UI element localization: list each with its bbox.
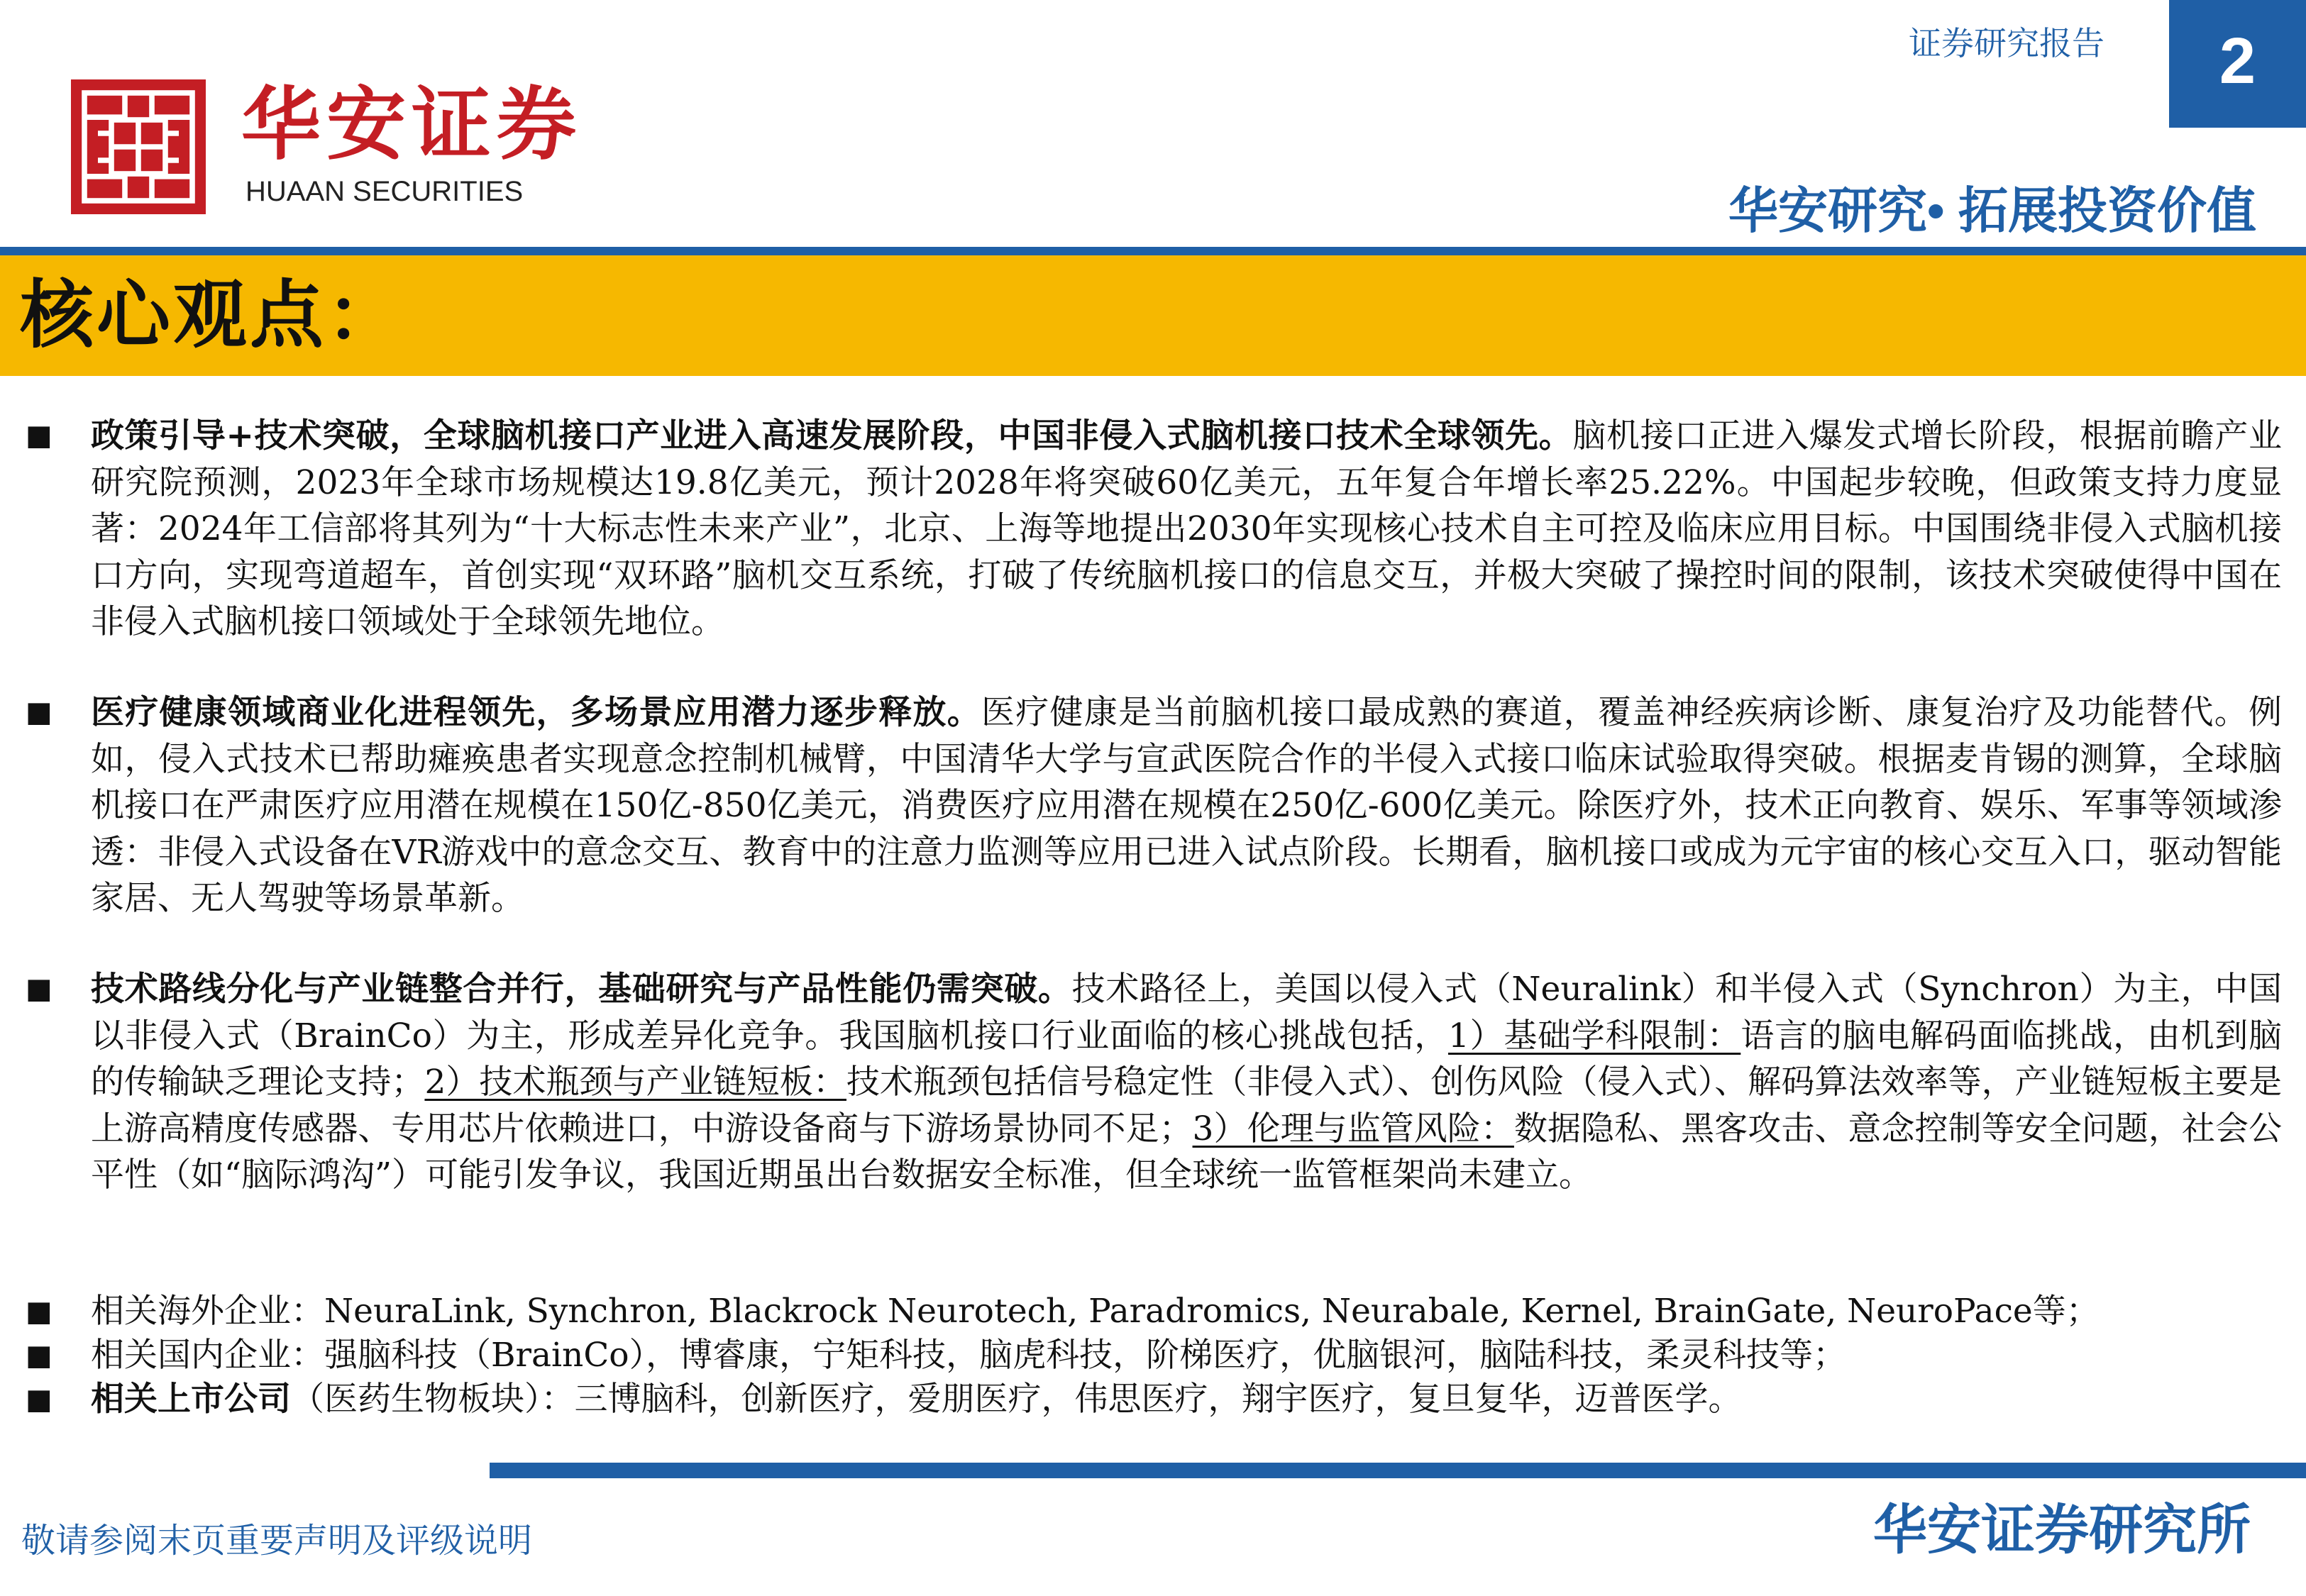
company-label: 相关上市公司 bbox=[91, 1380, 291, 1419]
report-type-label: 证券研究报告 bbox=[1909, 24, 2104, 62]
key-point-2 bbox=[26, 689, 2282, 922]
header-divider bbox=[0, 247, 2306, 255]
challenge-heading-3: 3）伦理与监管风险： bbox=[1192, 1109, 1514, 1148]
logo-chinese-name: 华安证券 bbox=[241, 78, 582, 171]
footer-disclaimer: 敬请参阅末页重要声明及评级说明 bbox=[21, 1521, 533, 1561]
footer-institute-name: 华安证券研究所 bbox=[1873, 1500, 2251, 1561]
company-row-listed bbox=[26, 1378, 2282, 1422]
key-point-body: 技术路径上，美国以侵入式（Neuralink）和半侵入式（Synchron）为主，中国以非侵入式（BrainCo）为主，形成差异化竞争。我国脑机接口行业面临的核心挑战包括， bbox=[91, 970, 2283, 1055]
key-point-body: 技术瓶颈包括信号稳定性（非侵入式）、创伤风险（侵入式）、解码算法效率等，产业链短板主要是上游高精度传感器、专用芯片依赖进口，中游设备商与下游场景协同不足； bbox=[91, 1063, 2283, 1148]
key-point-text bbox=[91, 689, 2282, 922]
key-point-text bbox=[91, 413, 2282, 645]
bullet-square-icon: ■ bbox=[26, 419, 53, 452]
key-point-lead: 医疗健康领域商业化进程领先，多场景应用潜力逐步释放。 bbox=[91, 693, 982, 732]
company-names: 强脑科技（BrainCo），博睿康，宁矩科技，脑虎科技，阶梯医疗，优脑银河，脑陆科技，柔灵科技等； bbox=[324, 1336, 1847, 1375]
key-point-lead: 技术路线分化与产业链整合并行，基础研究与产品性能仍需突破。 bbox=[91, 970, 1072, 1009]
key-point-body: 语言的脑电解码面临挑战，由机到脑的传输缺乏理论支持； bbox=[91, 1016, 2283, 1102]
key-point-body: 医疗健康是当前脑机接口最成熟的赛道，覆盖神经疾病诊断、康复治疗及功能替代。例如，侵入式技术已帮助瘫痪患者实现意念控制机械臂，中国清华大学与宣武医院合作的半侵入式接口临床试验取得突破。根据麦肯锡的测算，全球脑机接口在严肃医疗应用潜在规模在150亿-850亿美元，消费医疗应用潜在规模在250亿-600亿美元。除医疗外，技术正向教育、娱乐、军事等领域渗透：非侵入式设备在VR游戏中的意念交互、教育中的注意力监测等应用已进入试点阶段。长期看，脑机接口或成为元宇宙的核心交互入口，驱动智能家居、无人驾驶等场景革新。 bbox=[91, 693, 2282, 918]
bullet-square-icon: ■ bbox=[26, 1383, 53, 1416]
company-label: 相关国内企业： bbox=[91, 1336, 324, 1375]
challenge-heading-2: 2）技术瓶颈与产业链短板： bbox=[424, 1063, 846, 1102]
company-names: （医药生物板块）：三博脑科，创新医疗，爱朋医疗，伟思医疗，翔宇医疗，复旦复华，迈普医学。 bbox=[291, 1380, 1742, 1419]
bullet-square-icon: ■ bbox=[26, 1339, 53, 1372]
company-row-overseas bbox=[26, 1290, 2282, 1334]
bullet-square-icon: ■ bbox=[26, 696, 53, 728]
challenge-heading-1: 1）基础学科限制： bbox=[1447, 1016, 1741, 1055]
key-point-text bbox=[91, 966, 2282, 1199]
company-row-domestic bbox=[26, 1334, 2282, 1378]
key-point-body: 数据隐私、黑客攻击、意念控制等安全问题，社会公平性（如“脑际鸿沟”）可能引发争议，我国近期虽出台数据安全标准，但全球统一监管框架尚未建立。 bbox=[91, 1109, 2282, 1195]
logo-mark-icon bbox=[71, 79, 206, 214]
key-point-lead: 政策引导+技术突破，全球脑机接口产业进入高速发展阶段，中国非侵入式脑机接口技术全球领先。 bbox=[91, 416, 1573, 455]
bullet-square-icon: ■ bbox=[26, 1295, 53, 1328]
key-point-body: 脑机接口正进入爆发式增长阶段，根据前瞻产业研究院预测，2023年全球市场规模达19.8亿美元，预计2028年将突破60亿美元，五年复合年增长率25.22%。中国起步较晚，但政策支持力度显著：2024年工信部将其列为“十大标志性未来产业”，北京、上海等地提出2030年实现核心技术自主可控及临床应用目标。中国围绕非侵入式脑机接口方向，实现弯道超车，首创实现“双环路”脑机交互系统，打破了传统脑机接口的信息交互，并极大突破了操控时间的限制，该技术突破使得中国在非侵入式脑机接口领域处于全球领先地位。 bbox=[91, 416, 2283, 641]
key-point-3 bbox=[26, 966, 2282, 1199]
footer-divider bbox=[490, 1463, 2306, 1478]
logo-english-name: HUAAN SECURITIES bbox=[246, 176, 524, 207]
company-label: 相关海外企业： bbox=[91, 1292, 324, 1331]
key-point-1 bbox=[26, 413, 2282, 645]
bullet-square-icon: ■ bbox=[26, 972, 53, 1005]
header-slogan: 华安研究• 拓展投资价值 bbox=[1728, 183, 2256, 238]
page-number: 2 bbox=[2219, 25, 2256, 97]
company-names: NeuraLink, Synchron, Blackrock Neurotech, Paradromics, Neurabale, Kernel, BrainGate, NeuroPace等； bbox=[324, 1292, 2100, 1331]
company-list bbox=[26, 1290, 2282, 1422]
section-title: 核心观点： bbox=[20, 271, 404, 358]
